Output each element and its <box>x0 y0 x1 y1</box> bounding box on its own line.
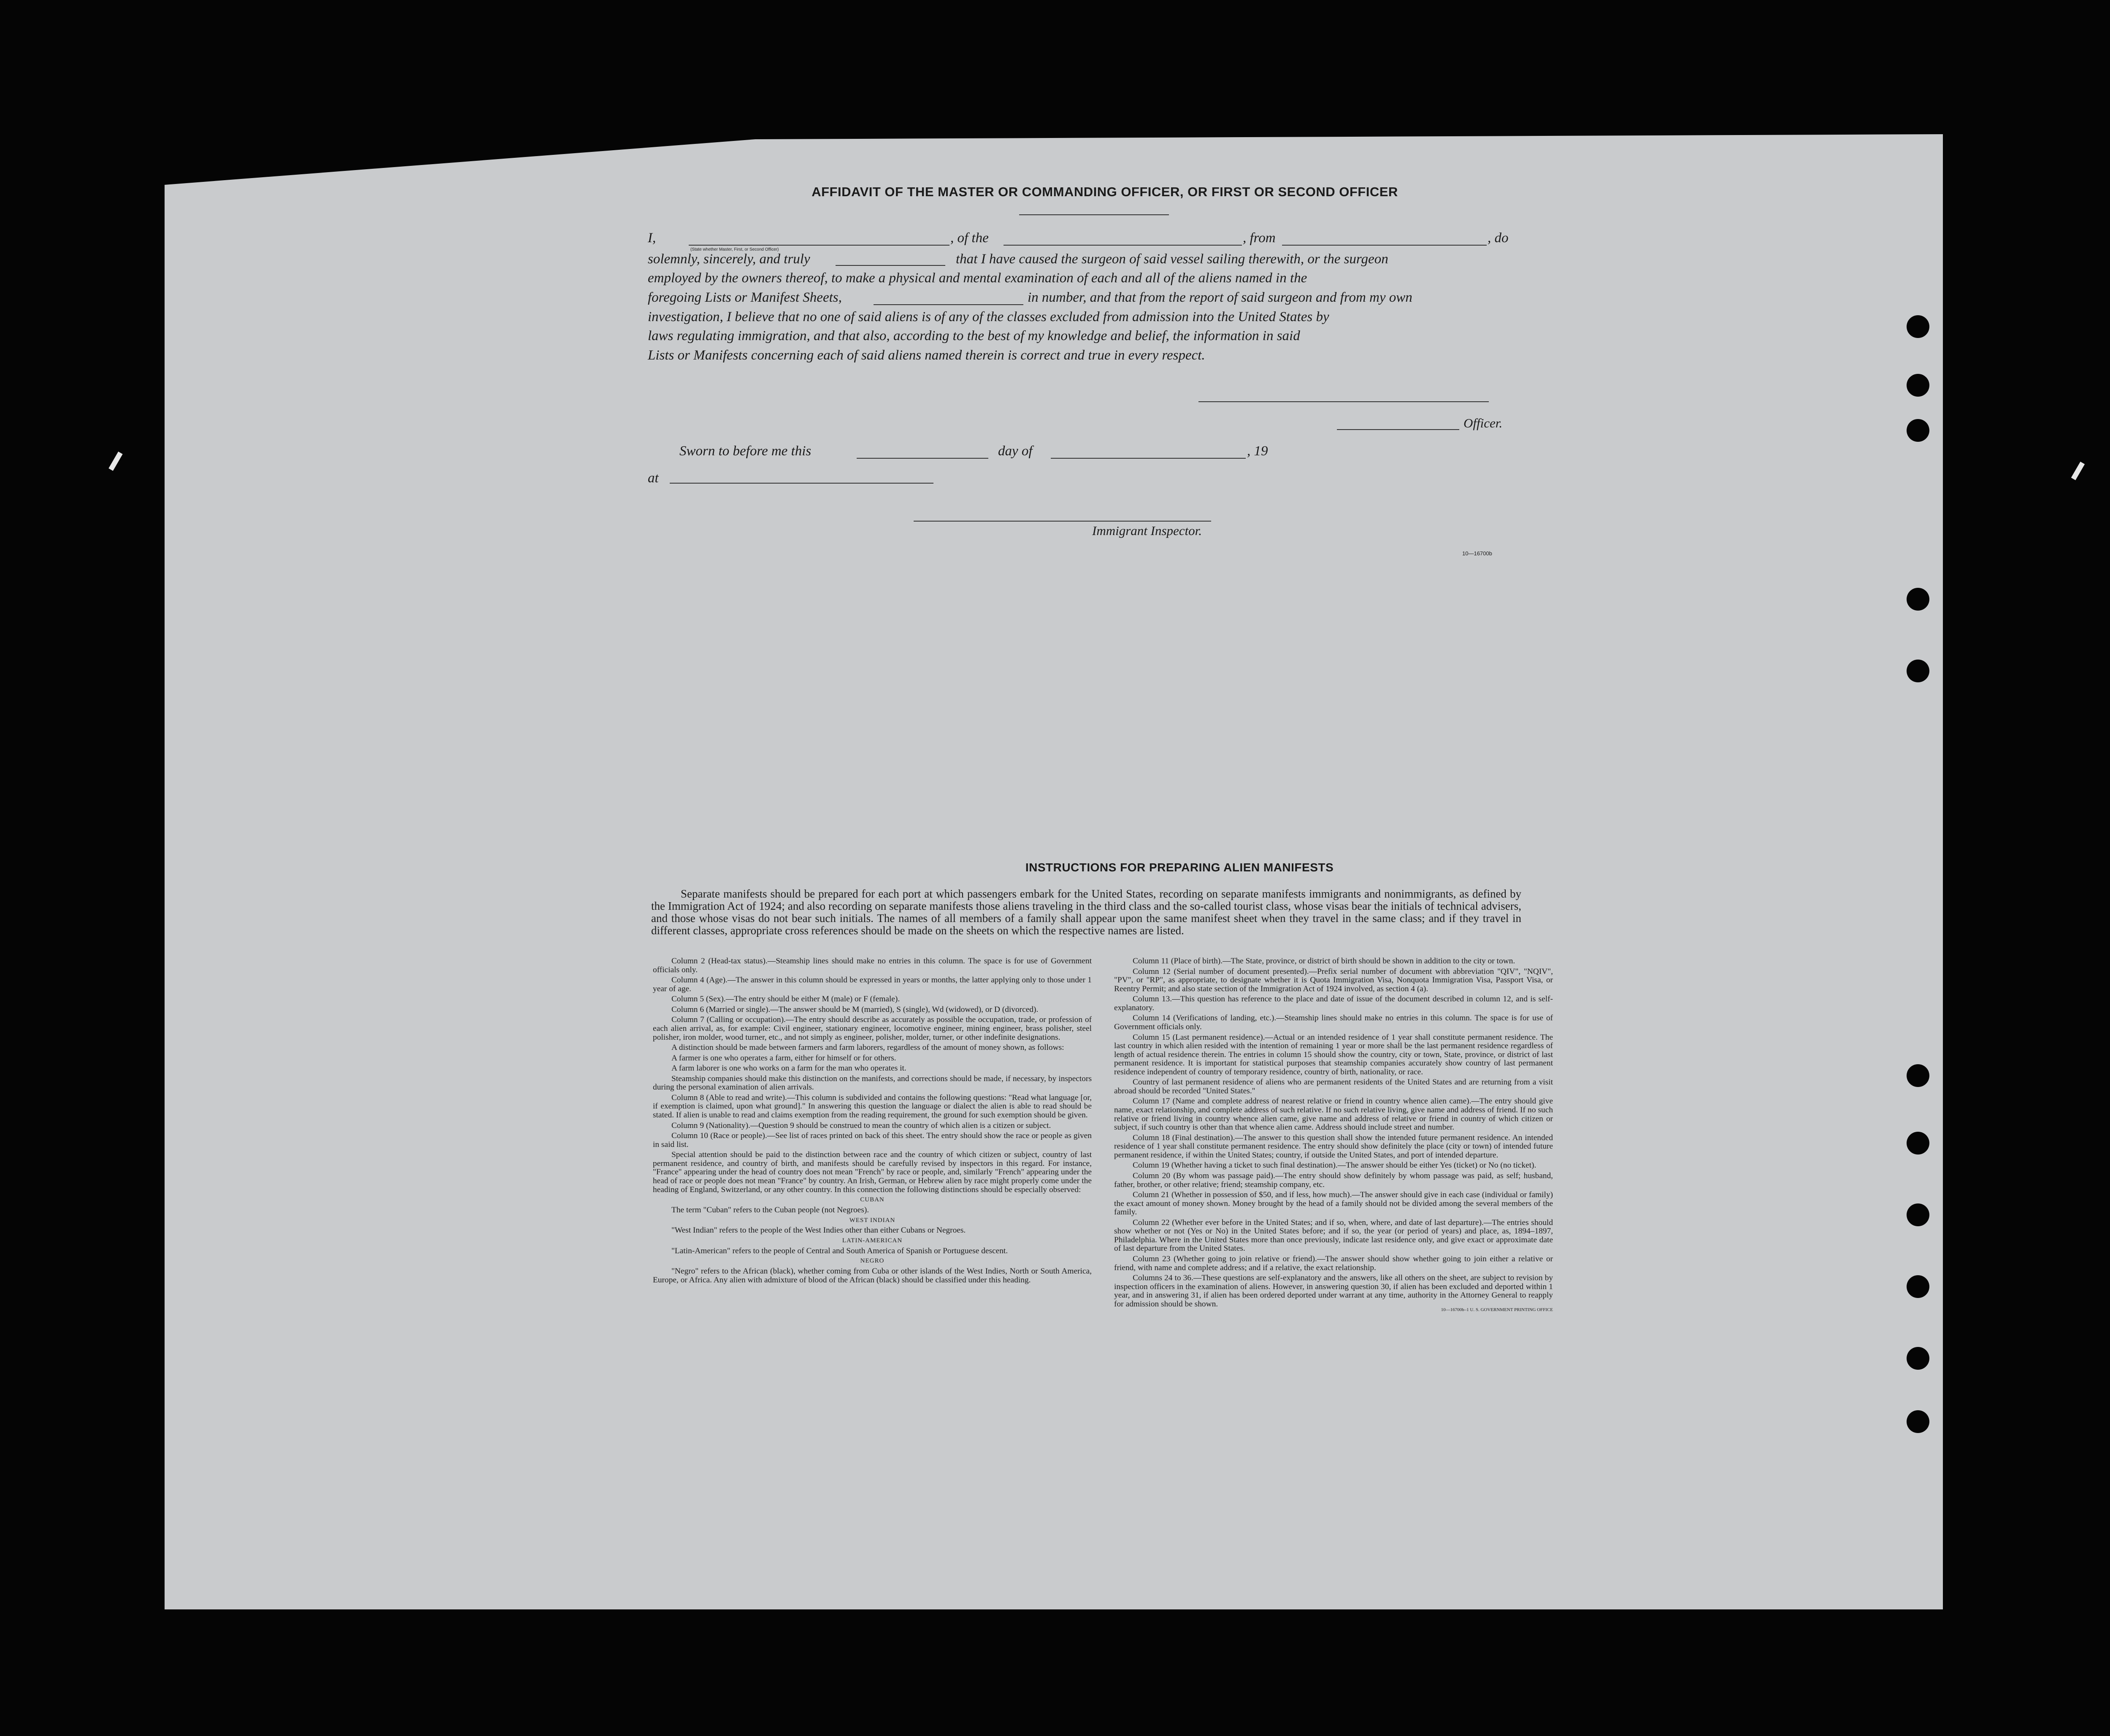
affidavit-line-7: Lists or Manifests concerning each of said aliens named therein is correct and true in every respect. <box>648 348 1205 363</box>
scan-speck <box>108 452 122 471</box>
col14-instruction: Column 14 (Verifications of landing, etc.).—Steamship lines should make no entries in this column. The space is for use of Government officials only. <box>1114 1014 1553 1031</box>
steamship-corrections: Steamship companies should make this distinction on the manifests, and corrections should be made, if necessary, by inspectors during the personal examination of alien arrivals. <box>653 1074 1092 1092</box>
affidavit-line-4b: in number, and that from the report of said surgeon and from my own <box>1028 290 1412 305</box>
affidavit-line-3: employed by the owners thereof, to make a physical and mental examination of each and all of the aliens named in the <box>648 270 1307 286</box>
col20-instruction: Column 20 (By whom was passage paid).—The entry should show definitely by whom passage was paid, as self; husband, father, brother, or other relative; friend; steamship company, etc. <box>1114 1171 1553 1189</box>
col10-instruction: Column 10 (Race or people).—See list of races printed on back of this sheet. The entry should show the race or people as given in said list. <box>653 1131 1092 1149</box>
sworn-year: , 19 <box>1247 443 1268 459</box>
cuban-heading: CUBAN <box>860 1196 885 1203</box>
col7-instruction: Column 7 (Calling or occupation).—The entry should describe as accurately as possible the occupation, trade, or profession of each alien arrival, as, for example: Civil engineer, stationary engineer, locomotive engineer, mining engineer, brass polisher, steel polisher, iron molder, wood turner, etc., and not simply as engineer, polisher, molder, turner, or other indefinite designations. <box>653 1015 1092 1042</box>
latin-american-definition: "Latin-American" refers to the people of Central and South America of Spanish or Portuguese descent. <box>671 1246 1008 1255</box>
west-indian-heading: WEST INDIAN <box>849 1217 895 1224</box>
col13-instruction: Column 13.—This question has reference to the place and date of issue of the document described in column 12, and is self-explanatory. <box>1114 995 1553 1012</box>
race-country-note: Special attention should be paid to the distinction between race and the country of which citizen or subject, country of last permanent residence, and country of birth, and manifests should be carefully revised by inspectors in this regard. For instance, "France" appearing under the head of country does not mean "French" by race or people, and, similarly "French" appearing under the head of race or people does not mean "France" by country. An Irish, German, or Hebrew alien by race might properly come under the heading of England, Switzerland, or any other country. In this connection the following distinctions should be especially observed: <box>653 1150 1092 1194</box>
instructions-intro: Separate manifests should be prepared for each port at which passengers embark for the United States, recording on separate manifests immigrants and nonimmigrants, as defined by the Immigration Act of 1924; and also recording on separate manifests those aliens traveling in the third class and the so-called tourist class, whose visas bear the initials of technical advisers, and those whose visas do not bear such initials. The names of all members of a family shall appear upon the same manifest sheet when they travel in the same class; and if they travel in different classes, appropriate cross references should be made on the sheets on which the respective names are listed. <box>651 887 1521 937</box>
sworn-text: Sworn to before me this <box>679 443 812 459</box>
west-indian-definition: "West Indian" refers to the people of the West Indies other than either Cubans or Negroes. <box>671 1226 966 1235</box>
sworn-day-blank <box>857 458 988 459</box>
farmer-distinction: A distinction should be made between farmers and farm laborers, regardless of the amount of money shown, as follows: <box>671 1043 1064 1052</box>
col18-instruction: Column 18 (Final destination).—The answer to this question shall show the intended future permanent residence. An intended residence of 1 year shall constitute permanent residence. The entry should show definitely the place (city or town) of intended future permanent residence, if within the United States; country, if outside the United States, and port of intended departure. <box>1114 1133 1553 1160</box>
binder-hole <box>1907 1410 1929 1433</box>
vessel-name-blank <box>1004 245 1242 246</box>
instructions-left-column <box>653 957 1092 1286</box>
col22-instruction: Column 22 (Whether ever before in the United States; and if so, when, where, and date of last departure).—The entries should show whether or not (Yes or No) in the United States before; and if so, the year (or period of years) and place, as, 1894–1897, Philadelphia. Where in the United States more than once previously, indicate last residence only, and give exact or approximate date of last departure from the United States. <box>1114 1218 1553 1253</box>
affidavit-line-1b: , of the <box>950 230 989 246</box>
col11-instruction: Column 11 (Place of birth).—The State, province, or district of birth should be shown in addition to the city or town. <box>1133 957 1515 965</box>
binder-hole <box>1907 588 1929 611</box>
sworn-place-blank <box>670 483 933 484</box>
alien-count-blank <box>874 304 1023 305</box>
farm-laborer-definition: A farm laborer is one who works on a farm for the man who operates it. <box>671 1064 906 1073</box>
binder-hole <box>1907 419 1929 442</box>
officer-name-line <box>1337 429 1459 430</box>
col23-instruction: Column 23 (Whether going to join relative or friend).—The answer should show whether going to join either a relative or friend, with name and complete address; and if a relative, the exact relationship. <box>1114 1255 1553 1272</box>
instructions-title: INSTRUCTIONS FOR PREPARING ALIEN MANIFESTS <box>1025 861 1334 874</box>
col15-instruction: Column 15 (Last permanent residence).—Actual or an intended residence of 1 year shall constitute permanent residence. The last country in which alien resided with the intention of remaining 1 year or more shall be the last permanent residence regardless of length of actual residence therein. The entries in column 15 should show the country, city or town, State, province, or district of last permanent residence. It is important for statistical purposes that steamship companies accurately show country of last permanent residence independent of country of temporary residence, country of birth, nationality, or race. <box>1114 1033 1553 1076</box>
officer-signature-line <box>1198 401 1489 402</box>
affidavit-line-6: laws regulating immigration, and that also, according to the best of my knowledge and belief, the information in said <box>648 328 1300 343</box>
sworn-month-blank <box>1051 458 1246 459</box>
binder-hole <box>1907 1275 1929 1298</box>
rank-instruction-note: (State whether Master, First, or Second Officer) <box>690 247 779 252</box>
col12-instruction: Column 12 (Serial number of document presented).—Prefix serial number of document with abbreviation "QIV", "NQIV", "PV", or "RP", as appropriate, to designate whether it is Quota Immigration Visa, Nonquota Immigration Visa, Passport Visa, or Reentry Permit; and also state section of the Immigration Act of 1924 involved, as section 4 (a). <box>1114 967 1553 993</box>
negro-definition: "Negro" refers to the African (black), whether coming from Cuba or other islands of the West Indies, North or South America, Europe, or Africa. Any alien with admixture of blood of the African (black) should be classified under this heading. <box>653 1267 1092 1284</box>
col8-instruction: Column 8 (Able to read and write).—This column is subdivided and contains the following questions: "Read what language [or, if exemption is claimed, upon what ground]." In answering this question the language or dialect the alien is able to read should be stated. If alien is unable to read and claims exemption from the reading requirement, the ground for such exemption should be given. <box>653 1093 1092 1119</box>
cuban-definition: The term "Cuban" refers to the Cuban people (not Negroes). <box>671 1205 869 1214</box>
negro-heading: NEGRO <box>860 1257 885 1265</box>
col6-instruction: Column 6 (Married or single).—The answer should be M (married), S (single), Wd (widowed), or D (divorced). <box>671 1005 1039 1014</box>
officer-label: Officer. <box>1463 416 1503 430</box>
col21-instruction: Column 21 (Whether in possession of $50, and if less, how much).—The answer should give in each case (individual or family) the exact amount of money shown. Money brought by the head of a family should not be divided among the several members of the family. <box>1114 1190 1553 1217</box>
vessel-blank-2 <box>836 265 945 266</box>
farmer-definition: A farmer is one who operates a farm, either for himself or for others. <box>671 1053 896 1063</box>
latin-american-heading: LATIN-AMERICAN <box>842 1237 903 1244</box>
col4-instruction: Column 4 (Age).—The answer in this column should be expressed in years or months, the latter applying only to those under 1 year of age. <box>653 976 1092 993</box>
binder-hole <box>1907 1132 1929 1155</box>
col2-instruction: Column 2 (Head-tax status).—Steamship lines should make no entries in this column. The space is for use of Government officials only. <box>653 957 1092 974</box>
sworn-at: at <box>648 471 659 486</box>
sworn-day-of: day of <box>998 443 1033 459</box>
binder-hole <box>1907 374 1929 397</box>
affidavit-line-2: solemnly, sincerely, and truly <box>648 251 810 267</box>
binder-hole <box>1907 1203 1929 1226</box>
inspector-label: Immigrant Inspector. <box>1092 523 1202 538</box>
col5-instruction: Column 5 (Sex).—The entry should be either M (male) or F (female). <box>671 995 900 1004</box>
officer-rank-blank <box>689 245 950 246</box>
affidavit-line-1d: , do <box>1488 230 1509 246</box>
col17-instruction: Column 17 (Name and complete address of nearest relative or friend in country whence alien came).—The entry should give name, exact relationship, and complete address of such relative. If no such relative living, give name and address of friend. If no such relative or friend living in country whence alien came, give name and address of relative or friend in country of which citizen or subject, if such country is other than that whence alien came. Address should include street and number. <box>1114 1097 1553 1132</box>
col24-36-instruction: Columns 24 to 36.—These questions are self-explanatory and the answers, like all others on the sheet, are subject to revision by inspection officers in the examination of aliens. However, in answering question 30, if alien has been excluded and deported within 1 year, and in answering 31, if alien has been ordered deported under warrant at any time, authority in the Attorney General to reapply for admission should be shown. <box>1114 1274 1553 1309</box>
binder-hole <box>1907 660 1929 682</box>
us-residence-note: Country of last permanent residence of aliens who are permanent residents of the United States and are returning from a visit abroad should be recorded "United States." <box>1114 1078 1553 1095</box>
affidavit-line-4a: foregoing Lists or Manifest Sheets, <box>648 290 842 305</box>
departure-port-blank <box>1282 245 1487 246</box>
binder-hole <box>1907 315 1929 338</box>
instructions-right-column <box>1114 957 1553 1314</box>
form-number: 10—16700b <box>1462 550 1492 557</box>
affidavit-line-5: investigation, I believe that no one of said aliens is of any of the classes excluded from admission into the United States by <box>648 309 1329 324</box>
affidavit-title: AFFIDAVIT OF THE MASTER OR COMMANDING OFFICER, OR FIRST OR SECOND OFFICER <box>812 184 1398 199</box>
inspector-signature-line <box>914 521 1211 522</box>
title-underline <box>1019 214 1169 215</box>
printing-office-footer: 10—16700b–1 U. S. GOVERNMENT PRINTING OFFICE <box>1441 1307 1553 1313</box>
affidavit-line-2b: that I have caused the surgeon of said vessel sailing therewith, or the surgeon <box>956 251 1388 267</box>
scan-speck <box>2071 462 2085 480</box>
col19-instruction: Column 19 (Whether having a ticket to such final destination).—The answer should be either Yes (ticket) or No (no ticket). <box>1133 1161 1537 1170</box>
affidavit-line-1c: , from <box>1243 230 1276 246</box>
binder-hole <box>1907 1064 1929 1087</box>
affidavit-line-1a: I, <box>648 230 656 246</box>
binder-hole <box>1907 1347 1929 1370</box>
col9-instruction: Column 9 (Nationality).—Question 9 should be construed to mean the country of which alien is a citizen or subject. <box>671 1121 1051 1130</box>
